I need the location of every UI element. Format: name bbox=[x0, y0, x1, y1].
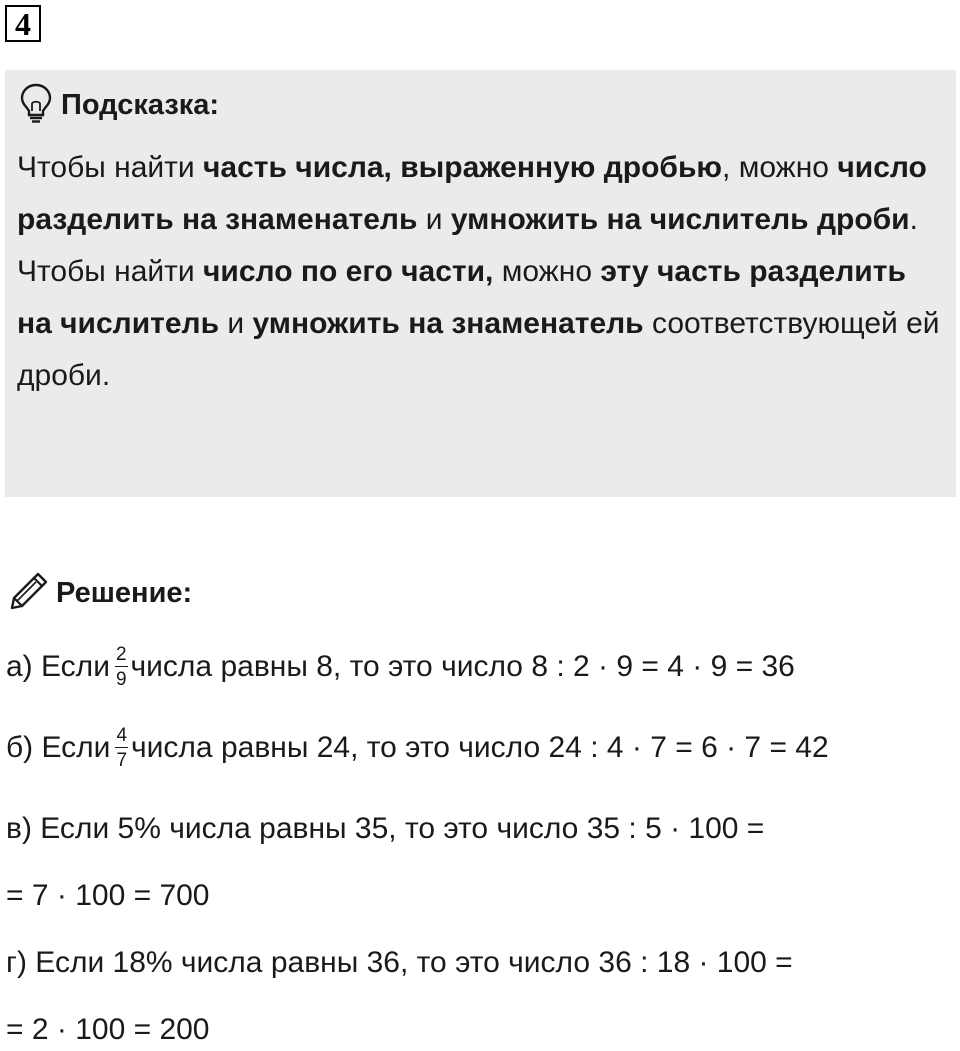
solution-line-v1: в) Если 5% числа равны 35, то это число 35 : 5 · 100 = bbox=[6, 812, 765, 845]
line-b-prefix: б) Если bbox=[6, 731, 111, 764]
hint-p1-text-2: , можно bbox=[722, 151, 838, 184]
hint-box bbox=[5, 70, 956, 497]
line-a-prefix: а) Если bbox=[6, 650, 110, 683]
hint-p1-bold-1: часть числа, выраженную дробью bbox=[203, 151, 723, 184]
fraction-2-9 bbox=[115, 645, 128, 689]
solution-line-b bbox=[6, 726, 829, 770]
fraction-denominator: 9 bbox=[115, 669, 127, 690]
hint-p1-bold-2: число разделить на знаменатель bbox=[17, 151, 927, 236]
hint-p1-bold-3: умножить на числитель дроби bbox=[450, 203, 910, 236]
hint-p2-text-4: соответствующей ей дроби. bbox=[17, 307, 940, 392]
hint-text bbox=[17, 142, 947, 402]
hint-p2-bold-3: умножить на знаменатель bbox=[252, 307, 644, 340]
hint-p1-text-4: . bbox=[909, 203, 918, 236]
fraction-denominator: 7 bbox=[116, 750, 128, 771]
line-b-rest: числа равны 24, то это число 24 : 4 · 7 = 6 · 7 = 42 bbox=[131, 731, 829, 764]
hint-p2-text-1: Чтобы найти bbox=[17, 255, 204, 288]
pencil-icon bbox=[8, 570, 50, 617]
hint-p1-text-1: Чтобы найти bbox=[17, 151, 204, 184]
task-number-badge: 4 bbox=[5, 5, 41, 42]
hint-header bbox=[19, 82, 219, 129]
fraction-numerator: 4 bbox=[116, 725, 128, 746]
hint-paragraph-2 bbox=[17, 246, 947, 402]
line-a-rest: числа равны 8, то это число 8 : 2 · 9 = 4 · 9 = 36 bbox=[130, 650, 795, 683]
solution-title: Решение: bbox=[56, 577, 193, 609]
hint-p2-bold-2: эту часть разделить на числитель bbox=[17, 255, 906, 340]
hint-p2-bold-1: число по его части, bbox=[203, 255, 494, 288]
fraction-4-7 bbox=[115, 726, 128, 770]
solution-line-g2: = 2 · 100 = 200 bbox=[6, 1013, 210, 1046]
hint-p2-text-2: можно bbox=[493, 255, 601, 288]
solution-header bbox=[8, 570, 192, 617]
solution-line-v2: = 7 · 100 = 700 bbox=[6, 879, 210, 912]
hint-title: Подсказка: bbox=[61, 89, 220, 121]
fraction-numerator: 2 bbox=[115, 644, 127, 665]
hint-paragraph-1 bbox=[17, 142, 947, 246]
lightbulb-icon bbox=[19, 82, 53, 129]
solution-line-g1: г) Если 18% числа равны 36, то это число 36 : 18 · 100 = bbox=[6, 946, 793, 979]
hint-p1-text-3: и bbox=[417, 203, 451, 236]
solution-line-a bbox=[6, 645, 795, 689]
hint-p2-text-3: и bbox=[219, 307, 253, 340]
